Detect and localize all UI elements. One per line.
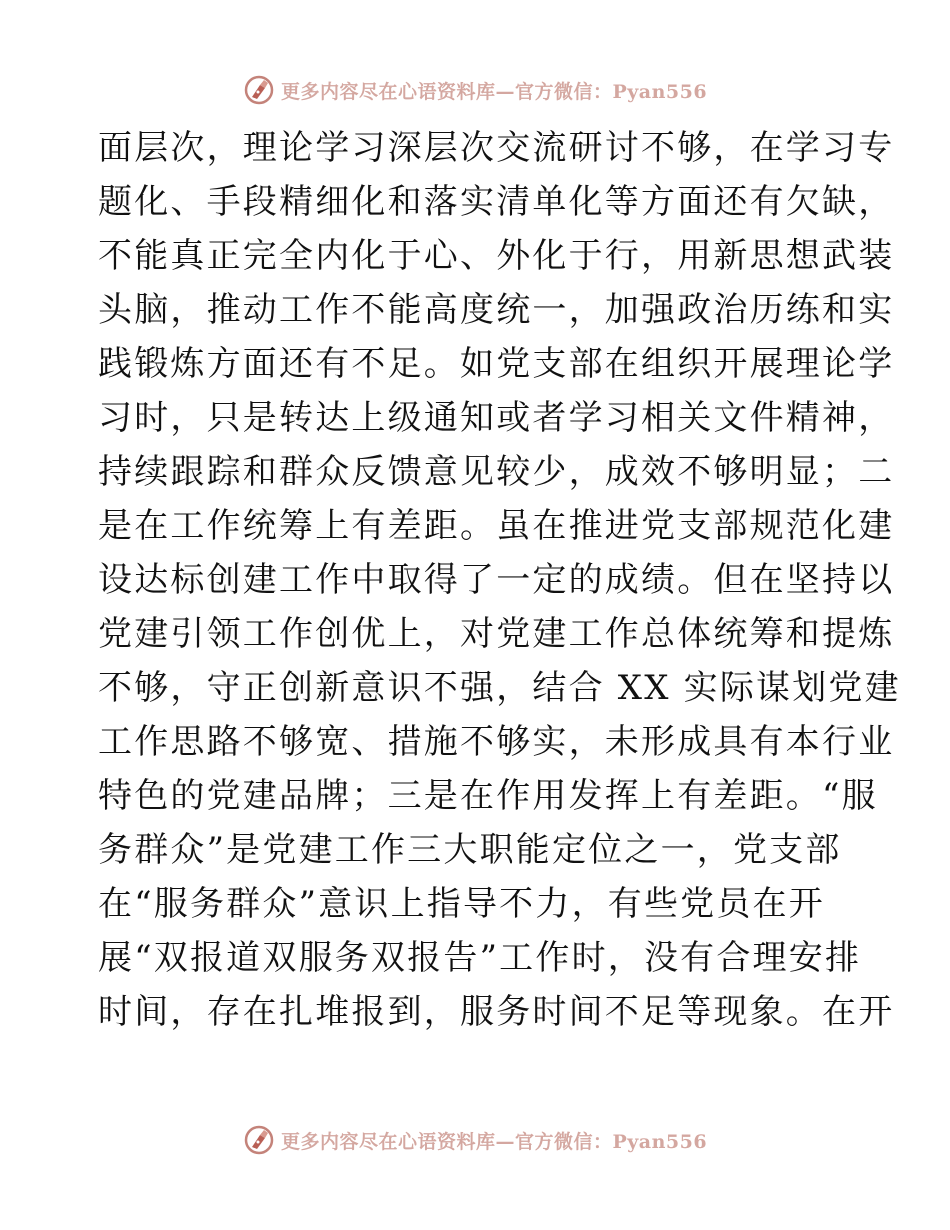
footer-watermark-text: 更多内容尽在心语资料库—官方微信：Pyan556: [280, 1130, 708, 1153]
text-line: 践锻炼方面还有不足。如党支部在组织开展理论学: [98, 344, 895, 384]
header-watermark: [0, 70, 950, 110]
text-line: 不能真正完全内化于心、外化于行，用新思想武装: [98, 236, 895, 276]
pen-nib-circle-icon: [243, 1124, 275, 1156]
text-line: 在“服务群众”意识上指导不力，有些党员在开: [98, 884, 825, 924]
text-line: 展“双报道双服务双报告”工作时，没有合理安排: [98, 938, 862, 978]
text-line: 工作思路不够宽、措施不够实，未形成具有本行业: [98, 722, 895, 762]
text-line: 设达标创建工作中取得了一定的成绩。但在坚持以: [98, 560, 895, 600]
text-line: 务群众”是党建工作三大职能定位之一，党支部: [98, 830, 842, 870]
text-line: 党建引领工作创优上，对党建工作总体统筹和提炼: [98, 614, 895, 654]
text-line: 特色的党建品牌；三是在作用发挥上有差距。“服: [98, 776, 878, 816]
text-line: 不够，守正创新意识不强，结合 XX 实际谋划党建: [98, 668, 901, 708]
pen-nib-circle-icon: [243, 74, 275, 106]
text-line: 时间，存在扎堆报到，服务时间不足等现象。在开: [98, 992, 895, 1032]
footer-watermark: [0, 1120, 950, 1160]
text-line: 面层次，理论学习深层次交流研讨不够，在学习专: [98, 128, 895, 168]
text-line: 习时，只是转达上级通知或者学习相关文件精神，: [98, 398, 895, 438]
text-line: 是在工作统筹上有差距。虽在推进党支部规范化建: [98, 506, 895, 546]
text-line: 题化、手段精细化和落实清单化等方面还有欠缺，: [98, 182, 895, 222]
document-body: [98, 128, 901, 1046]
header-watermark-text: 更多内容尽在心语资料库—官方微信：Pyan556: [280, 80, 708, 103]
text-line: 头脑，推动工作不能高度统一，加强政治历练和实: [98, 290, 895, 330]
text-line: 持续跟踪和群众反馈意见较少，成效不够明显；二: [98, 452, 895, 492]
